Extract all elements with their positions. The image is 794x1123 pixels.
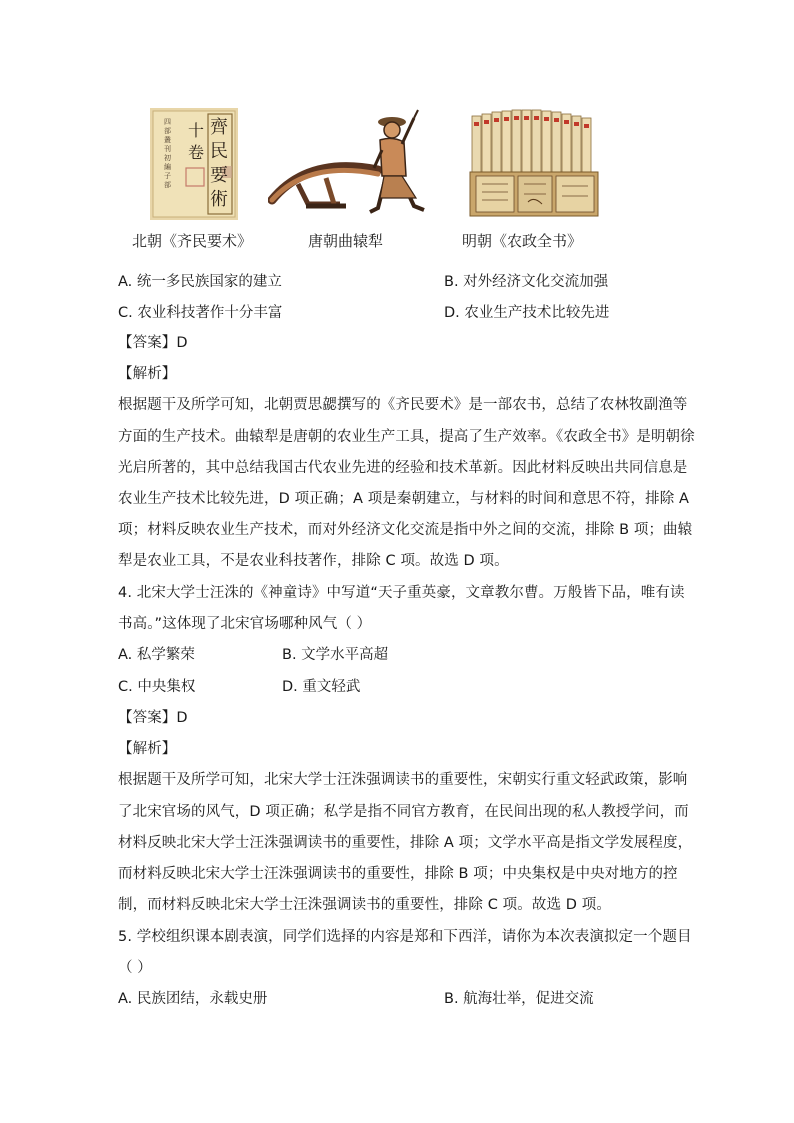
q3-analysis-line: 根据题干及所学可知，北朝贾思勰撰写的《齐民要术》是一部农书，总结了农林牧副渔等 (118, 397, 688, 413)
qimin-yaoshu-book-image (150, 108, 238, 220)
q4-option-d[interactable]: D. 重文轻武 (282, 679, 361, 695)
curved-plough-image (268, 108, 432, 220)
plough-farmer-icon (268, 108, 432, 220)
q4-analysis-line: 了北宋官场的风气，D 项正确；私学是指不同官方教育，在民间出现的私人教授学问，而 (118, 804, 689, 820)
q3-option-a[interactable]: A. 统一多民族国家的建立 (118, 274, 282, 290)
q4-option-b[interactable]: B. 文学水平高超 (282, 647, 389, 663)
book-spine-text: 四部叢刊初編子部 (164, 118, 171, 189)
q4-answer: 【答案】D (118, 710, 188, 726)
q4-analysis-line: 而材料反映北宋大学士汪洙强调读书的重要性，排除 B 项；中央集权是中央对地方的控 (118, 866, 678, 882)
book-title-text: 齊民要術 (210, 117, 228, 210)
book-volume-text: 十卷 (188, 121, 205, 162)
q4-option-c[interactable]: C. 中央集权 (118, 679, 196, 695)
q3-analysis-line: 方面的生产技术。曲辕犁是唐朝的农业生产工具，提高了生产效率。《农政全书》是明朝徐 (118, 429, 695, 445)
q3-analysis-title: 【解析】 (118, 366, 177, 382)
q3-option-d[interactable]: D. 农业生产技术比较先进 (444, 305, 610, 321)
q5-stem: 5. 学校组织课本剧表演，同学们选择的内容是郑和下西洋，请你为本次表演拟定一个题目 (118, 929, 692, 945)
q4-analysis-title: 【解析】 (118, 741, 177, 757)
q3-analysis-line: 犁是农业工具，不是农业科技著作，排除 C 项。故选 D 项。 (118, 553, 509, 569)
q4-stem: 4. 北宋大学士汪洙的《神童诗》中写道“天子重英豪，文章教尔曹。万般皆下品，唯有读 (118, 585, 685, 601)
q3-option-b[interactable]: B. 对外经济文化交流加强 (444, 274, 609, 290)
q3-analysis-line: 农业生产技术比较先进，D 项正确；A 项是秦朝建立，与材料的时间和意思不符，排除 A (118, 491, 690, 507)
figure-caption-plough: 唐朝曲辕犁 (308, 232, 384, 250)
q4-analysis-line: 制，而材料反映北宋大学士汪洙强调读书的重要性，排除 C 项。故选 D 项。 (118, 897, 611, 913)
q5-stem: （ ） (118, 960, 152, 976)
q5-option-a[interactable]: A. 民族团结，永载史册 (118, 991, 268, 1007)
q4-stem: 书高。”这体现了北宋官场哪种风气（ ） (118, 616, 372, 632)
q4-analysis-line: 材料反映北宋大学士汪洙强调读书的重要性，排除 A 项；文学水平高是指文学发展程度， (118, 835, 693, 851)
figure-caption-qimin: 北朝《齐民要术》 (132, 232, 253, 250)
q3-analysis-line: 光启所著的，其中总结我国古代农业先进的经验和技术革新。因此材料反映出共同信息是 (118, 460, 688, 476)
q3-option-c[interactable]: C. 农业科技著作十分丰富 (118, 305, 283, 321)
books-stack-icon (464, 108, 604, 220)
q3-answer: 【答案】D (118, 335, 188, 351)
figure-row (132, 108, 620, 250)
q4-option-a[interactable]: A. 私学繁荣 (118, 647, 195, 663)
figure-caption-nongzheng: 明朝《农政全书》 (462, 232, 583, 250)
q5-option-b[interactable]: B. 航海壮举，促进交流 (444, 991, 594, 1007)
nongzheng-quanshu-books-image (464, 108, 604, 220)
q4-analysis-line: 根据题干及所学可知，北宋大学士汪洙强调读书的重要性，宋朝实行重文轻武政策，影响 (118, 772, 688, 788)
q3-analysis-line: 项；材料反映农业生产技术，而对外经济文化交流是指中外之间的交流，排除 B 项；曲辕 (118, 522, 693, 538)
